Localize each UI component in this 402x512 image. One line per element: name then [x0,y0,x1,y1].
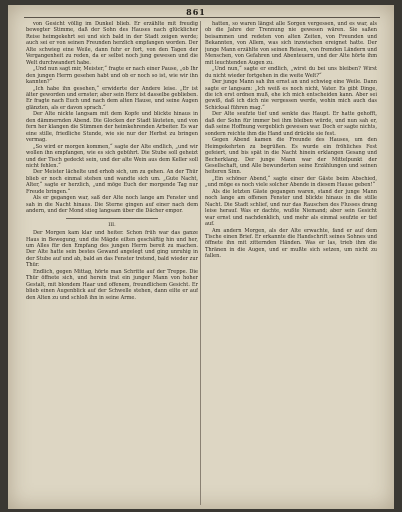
paragraph: Als die letzten Gäste gegangen waren, stand der junge Mann noch lange am offenen Fenster und blickte hinaus in die stille Nacht. Die Stadt schlief, und nur das Rauschen des Flusses drang leise herauf. Was er dachte, wußte Niemand; aber sein Gesicht war ernst und nachdenklich, und mehr als einmal seufzte er tief auf. [205,188,377,228]
paragraph: von Gesicht völlig im Dunkel blieb. Er erzählte mit freudig bewegter Stimme, daß der Sohn des Hauses nach glücklicher Reise heimgekehrt sei und sich bald in der Stadt zeigen werde; auch sei er von seinen Freunden herzlich empfangen worden. Der Alte schwieg eine Weile, dann fuhr er fort, von den Tagen der Vergangenheit zu reden, da er selbst noch jung gewesen und die Welt durchwandert habe. [26,21,198,66]
paragraph: Als er gegangen war, saß der Alte noch lange am Fenster und sah in die Nacht hinaus. Die Sterne gingen auf einer nach dem andern, und der Mond stieg langsam über die Dächer empor. [26,195,198,215]
paragraph: „Und nun,“ sagte er endlich, „wirst du bei uns bleiben? Wirst du nicht wieder fortgehen in die weite Welt?“ [205,66,377,79]
section-number: III. [108,221,116,228]
left-column [26,21,198,507]
paragraph: Am andern Morgen, als der Alte erwachte, fand er auf dem Tische einen Brief. Er erkannte die Handschrift seines Sohnes und öffnete ihn mit zitternden Händen. Was er las, trieb ihm die Thränen in die Augen, und er mußte sich setzen, um nicht zu fallen. [205,227,377,260]
paragraph: Der junge Mann sah ihn ernst an und schwieg eine Weile. Dann sagte er langsam: „Ich weiß es noch nicht, Vater. Es gibt Dinge, die ich erst ordnen muß, ehe ich mich entscheiden kann. Aber sei gewiß, daß ich dich nie vergessen werde, wohin mich auch das Schicksal führen mag.“ [205,79,377,111]
paragraph: „Ich habe ihn gesehen,“ erwiderte der Andere leise. „Er ist älter geworden und ernster; aber sein Herz ist dasselbe geblieben. Er fragte nach Euch und nach dem alten Hause, und seine Augen glänzten, als er davon sprach.“ [26,85,198,111]
paragraph: Gegen Abend kamen die Freunde des Hauses, um den Heimgekehrten zu begrüßen. Es wurde ein fröhliches Fest gefeiert, und bis spät in die Nacht hinein erklangen Gesang und Becherklang. Der junge Mann war der Mittelpunkt der Gesellschaft, und Alle bewunderten seine Erzählungen und seinen heiteren Sinn. [205,137,377,176]
paragraph: Der Morgen kam klar und heiter. Schon früh war das ganze Haus in Bewegung, und die Mägde eilten geschäftig hin und her, um Alles für den Empfang des jungen Herrn bereit zu machen. Der Alte hatte sein bestes Gewand angelegt und ging unruhig in der Stube auf und ab, bald an das Fenster tretend, bald wieder zur Thür. [26,230,198,269]
paragraph: Der Meister lächelte und erhob sich, um zu gehen. An der Thür blieb er noch einmal stehen und wandte sich um. „Gute Nacht, Alter,“ sagte er herzlich, „und möge Euch der morgende Tag nur Freude bringen.“ [26,169,198,195]
paragraph: „Und nun sagt mir, Meister,“ fragte er nach einer Pause, „ob Ihr den jungen Herrn gesehen habt und ob er noch so ist, wie wir ihn kannten?“ [26,66,198,86]
paragraph: Der Alte seufzte tief und senkte das Haupt. Er hatte gehofft, daß der Sohn für immer bei ihm bleiben würde, und nun sah er, daß seine Hoffnung vergeblich gewesen war. Doch er sagte nichts, sondern reichte ihm die Hand und drückte sie fest. [205,111,377,137]
right-column [205,21,377,507]
page-number: 861 [186,7,206,17]
header-rule [24,17,380,18]
newspaper-page [8,5,394,509]
paragraph: hatten, so waren längst alle Sorgen vergessen, und es war, als ob die Jahre der Trennung nie gewesen wären. Sie saßen beisammen und redeten von alten Zeiten, von Freunden und Bekannten, von Allem, was sich inzwischen ereignet hatte. Der junge Mann erzählte von seinen Reisen, von fremden Ländern und Menschen, von Gefahren und Abenteuern, und der Alte hörte ihm mit leuchtenden Augen zu. [205,21,377,66]
section-divider [66,218,158,219]
paragraph: „Ein schöner Abend,“ sagte einer der Gäste beim Abschied, „und möge es noch viele solcher Abende in diesem Hause geben!“ [205,175,377,189]
paragraph: „So wird er morgen kommen,“ sagte der Alte endlich, „und wir wollen ihn empfangen, wie es sich gebührt. Die Stube soll geheizt und der Tisch gedeckt sein, und der alte Wein aus dem Keller soll nicht fehlen.“ [26,143,198,169]
paragraph: Endlich, gegen Mittag, hörte man Schritte auf der Treppe. Die Thür öffnete sich, und herein trat ein junger Mann von hoher Gestalt, mit blondem Haar und offenem, freundlichem Gesicht. Er blieb einen Augenblick auf der Schwelle stehen, dann eilte er auf den Alten zu und schloß ihn in seine Arme. [26,268,198,301]
paragraph: Der Alte nickte langsam mit dem Kopfe und blickte hinaus in den dämmernden Abend. Die Glocken der Stadt läuteten, und von fern her klangen die Stimmen der heimkehrenden Arbeiter. Es war eine stille, friedliche Stunde, wie sie nur der Herbst zu bringen vermag. [26,111,198,144]
column-divider [200,21,201,505]
